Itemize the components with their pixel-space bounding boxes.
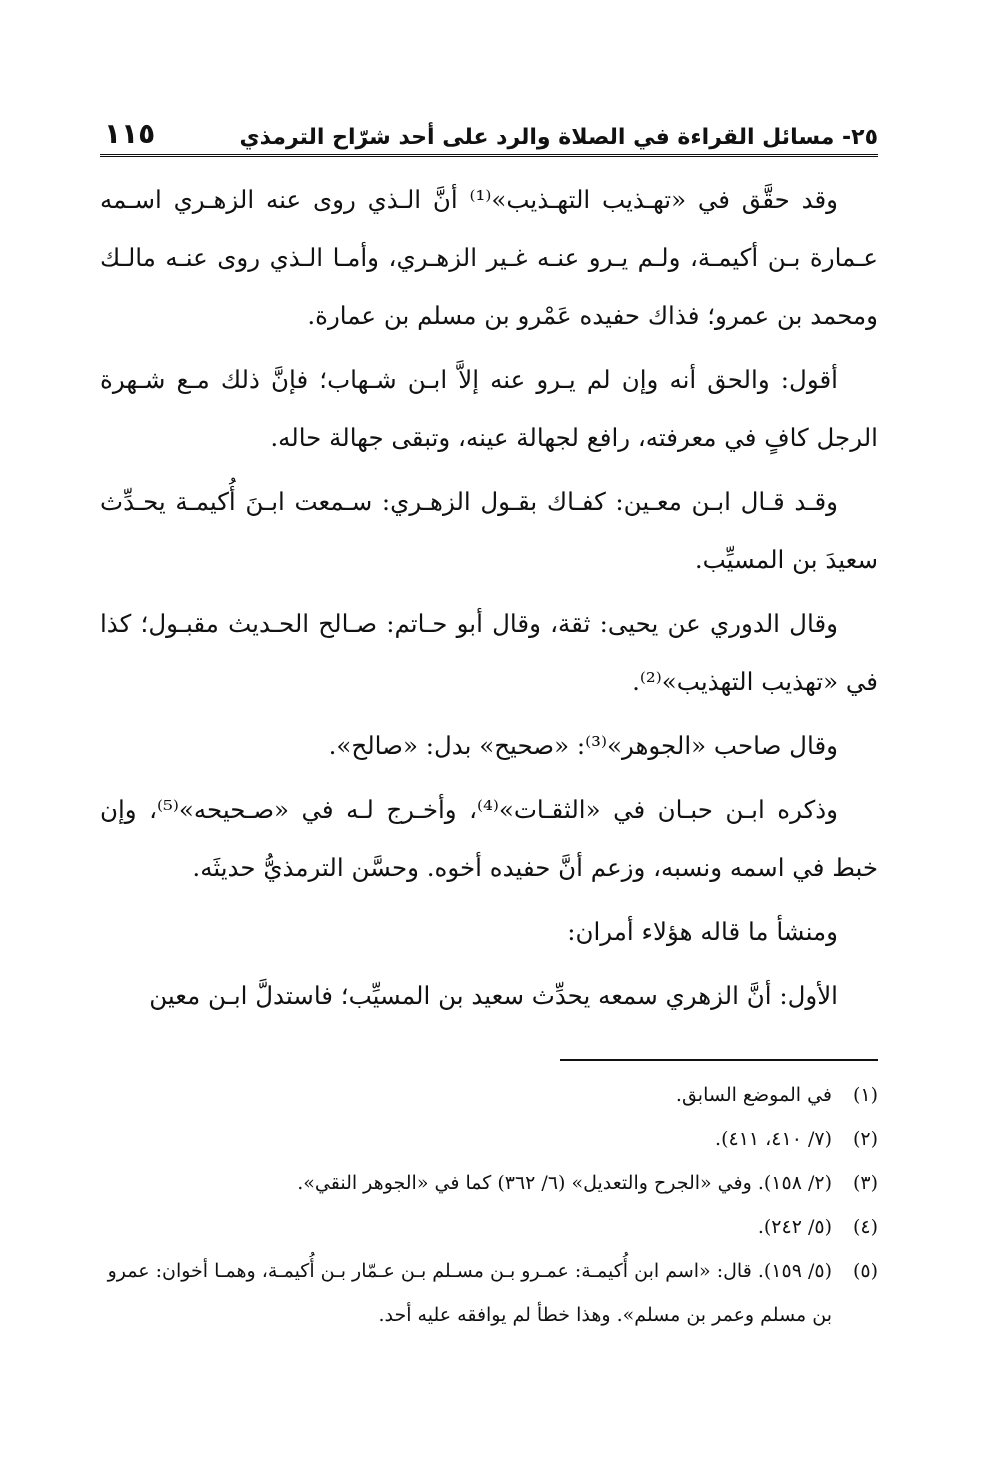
page-number: ١١٥ (104, 117, 156, 150)
footnote (84, 1073, 878, 1117)
footnote-number: (٢) (852, 1128, 878, 1150)
paragraph: وقد حقَّق في «تهـذيب التهـذيب»⁽¹⁾ أنَّ الـذي روى عنه الزهـري اسـمه عـمارة بـن أكيمـة، ولـم يـرو عنـه غـير الزهـري، وأمـا الـذي روى عنـه مالـك ومحمد بن عمرو؛ فذاك حفيده عَمْرو بن مسلم بن عمارة. (100, 185, 878, 330)
paragraph: وذكره ابـن حبـان في «الثقـات»⁽⁴⁾، وأخـرج لـه في «صـحيحه»⁽⁵⁾، وإن خبط في اسمه ونسبه، وزعم أنَّ حفيده أخوه. وحسَّن الترمذيُّ حديثَه. (100, 795, 878, 882)
footnote-number: (٤) (852, 1216, 878, 1238)
footnote (84, 1117, 878, 1161)
footnote-number: (٣) (852, 1172, 878, 1194)
paragraph: ومنشأ ما قاله هؤلاء أمران: (567, 917, 838, 946)
paragraph: وقال صاحب «الجوهر»⁽³⁾: «صحيح» بدل: «صالح». (328, 731, 838, 760)
footnote (84, 1249, 878, 1337)
paragraph: الأول: أنَّ الزهري سمعه يحدِّث سعيد بن المسيِّب؛ فاستدلَّ ابـن معين (149, 981, 838, 1010)
footnote-text: (٥/ ١٥٩). قال: «اسم ابن أُكيمـة: عمـرو بـن مسـلم بـن عـمّار بـن أُكيمـة، وهمـا أخوان: عمرو بن مسلم وعمر بن مسلم». وهذا خطأ لم يوافقه عليه أحد. (107, 1260, 832, 1326)
footnote-text: (٥/ ٢٤٢). (757, 1216, 832, 1238)
book-page (100, 108, 878, 1419)
footnote (84, 1161, 878, 1205)
paragraph: وقال الدوري عن يحيى: ثقة، وقال أبو حـاتم: صـالح الحـديث مقبـول؛ كذا في «تهذيب التهذيب»⁽²⁾. (100, 609, 878, 696)
paragraph: وقـد قـال ابـن معـين: كفـاك بقـول الزهـري: سـمعت ابـنَ أُكيمـة يحـدِّث سعيدَ بن المسيِّب. (100, 487, 878, 574)
running-header (100, 108, 878, 157)
footnote-separator (560, 1059, 878, 1061)
footnote-number: (١) (852, 1084, 878, 1106)
paragraph: أقول: والحق أنه وإن لم يـرو عنه إلاَّ ابـن شـهاب؛ فإنَّ ذلك مـع شـهرة الرجل كافٍ في معرفته، رافع لجهالة عينه، وتبقى جهالة حاله. (100, 365, 878, 452)
footnote-text: في الموضع السابق. (675, 1084, 832, 1106)
footnotes (100, 1073, 878, 1337)
main-text (100, 171, 878, 1025)
footnote-text: (٢/ ١٥٨). وفي «الجرح والتعديل» (٦/ ٣٦٢) كما في «الجوهر النقي». (297, 1172, 832, 1194)
footnote (84, 1205, 878, 1249)
footnote-text: (٧/ ٤١٠، ٤١١). (715, 1128, 832, 1150)
chapter-title: ٢٥- مسائل القراءة في الصلاة والرد على أحد شرّاح الترمذي (239, 125, 878, 150)
footnote-number: (٥) (852, 1260, 878, 1282)
